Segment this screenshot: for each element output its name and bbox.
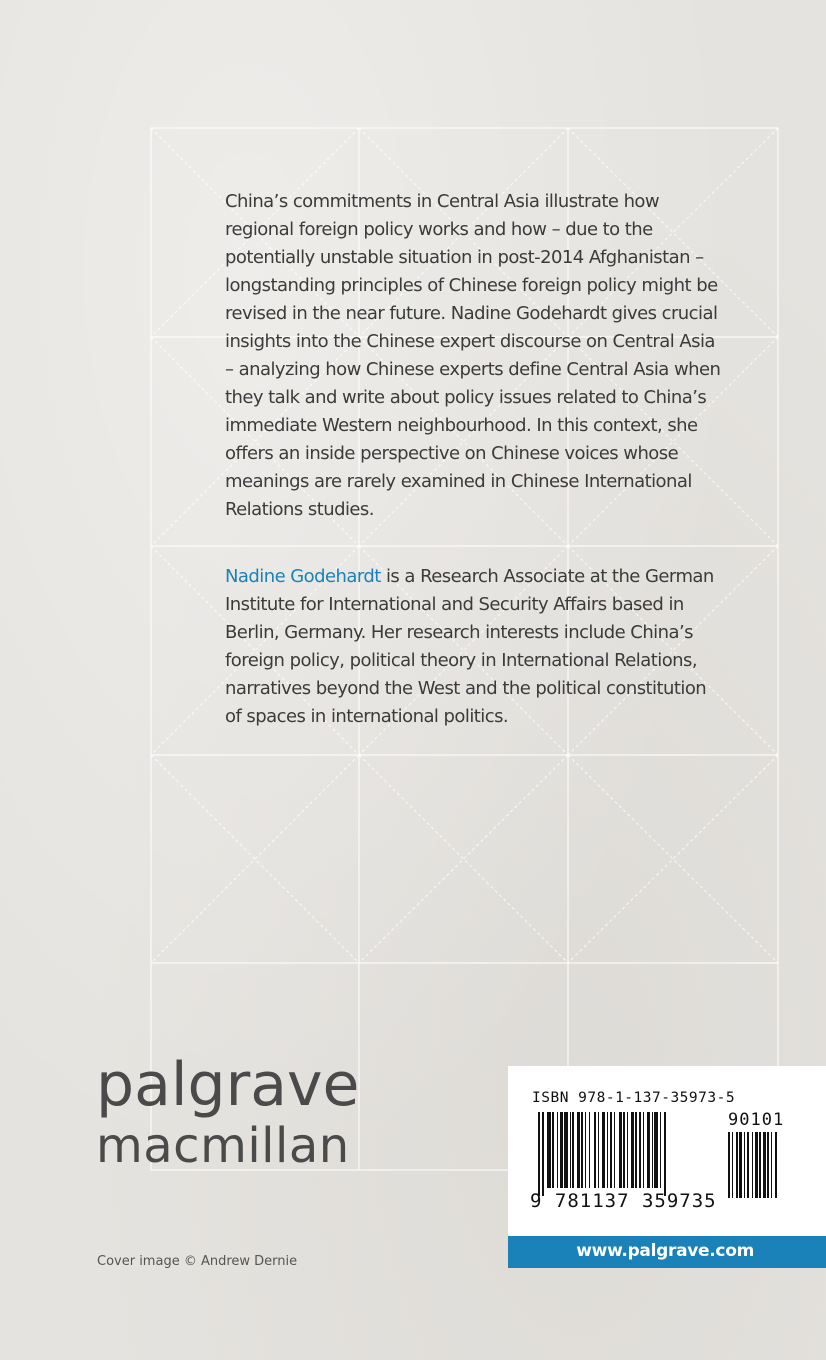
author-bio-text: is a Research Associate at the German Institute for International and Security Affairs based in Berlin, Germany. Her research interests include China’s foreign policy, political theory in International Relations, narratives beyond the West and the political constitution of spaces in international politics. [225, 566, 714, 727]
price-addon-barcode [728, 1132, 800, 1198]
author-name: Nadine Godehardt [225, 566, 381, 587]
book-blurb: China’s commitments in Central Asia illustrate how regional foreign policy works and how – due to the potentially unstable situation in post-2014 Afghanistan – longstanding principles of Chinese foreign policy might be revised in the near future. Nadine Godehardt gives crucial insights into the Chinese expert discourse on Central Asia – analyzing how Chinese experts define Central Asia when they talk and write about policy issues related to China’s immediate Western neighbourhood. In this context, she offers an inside perspective on Chinese voices whose meanings are rarely examined in Chinese International Relations studies. [225, 191, 721, 520]
cover-image-credit: Cover image © Andrew Dernie [97, 1254, 298, 1269]
isbn-barcode [538, 1112, 718, 1196]
logo-line-2: macmillan [96, 1118, 350, 1174]
barcode-panel [508, 1066, 826, 1236]
barcode-digits: 9 781137 359735 [530, 1190, 717, 1212]
isbn-label: ISBN 978-1-137-35973-5 [532, 1090, 736, 1106]
publisher-url[interactable]: www.palgrave.com [576, 1241, 754, 1261]
author-bio [225, 563, 725, 731]
price-addon-digits: 90101 [728, 1110, 785, 1130]
logo-line-1: palgrave [96, 1050, 360, 1120]
publisher-logo [96, 1052, 359, 1174]
publisher-url-bar [508, 1236, 826, 1268]
